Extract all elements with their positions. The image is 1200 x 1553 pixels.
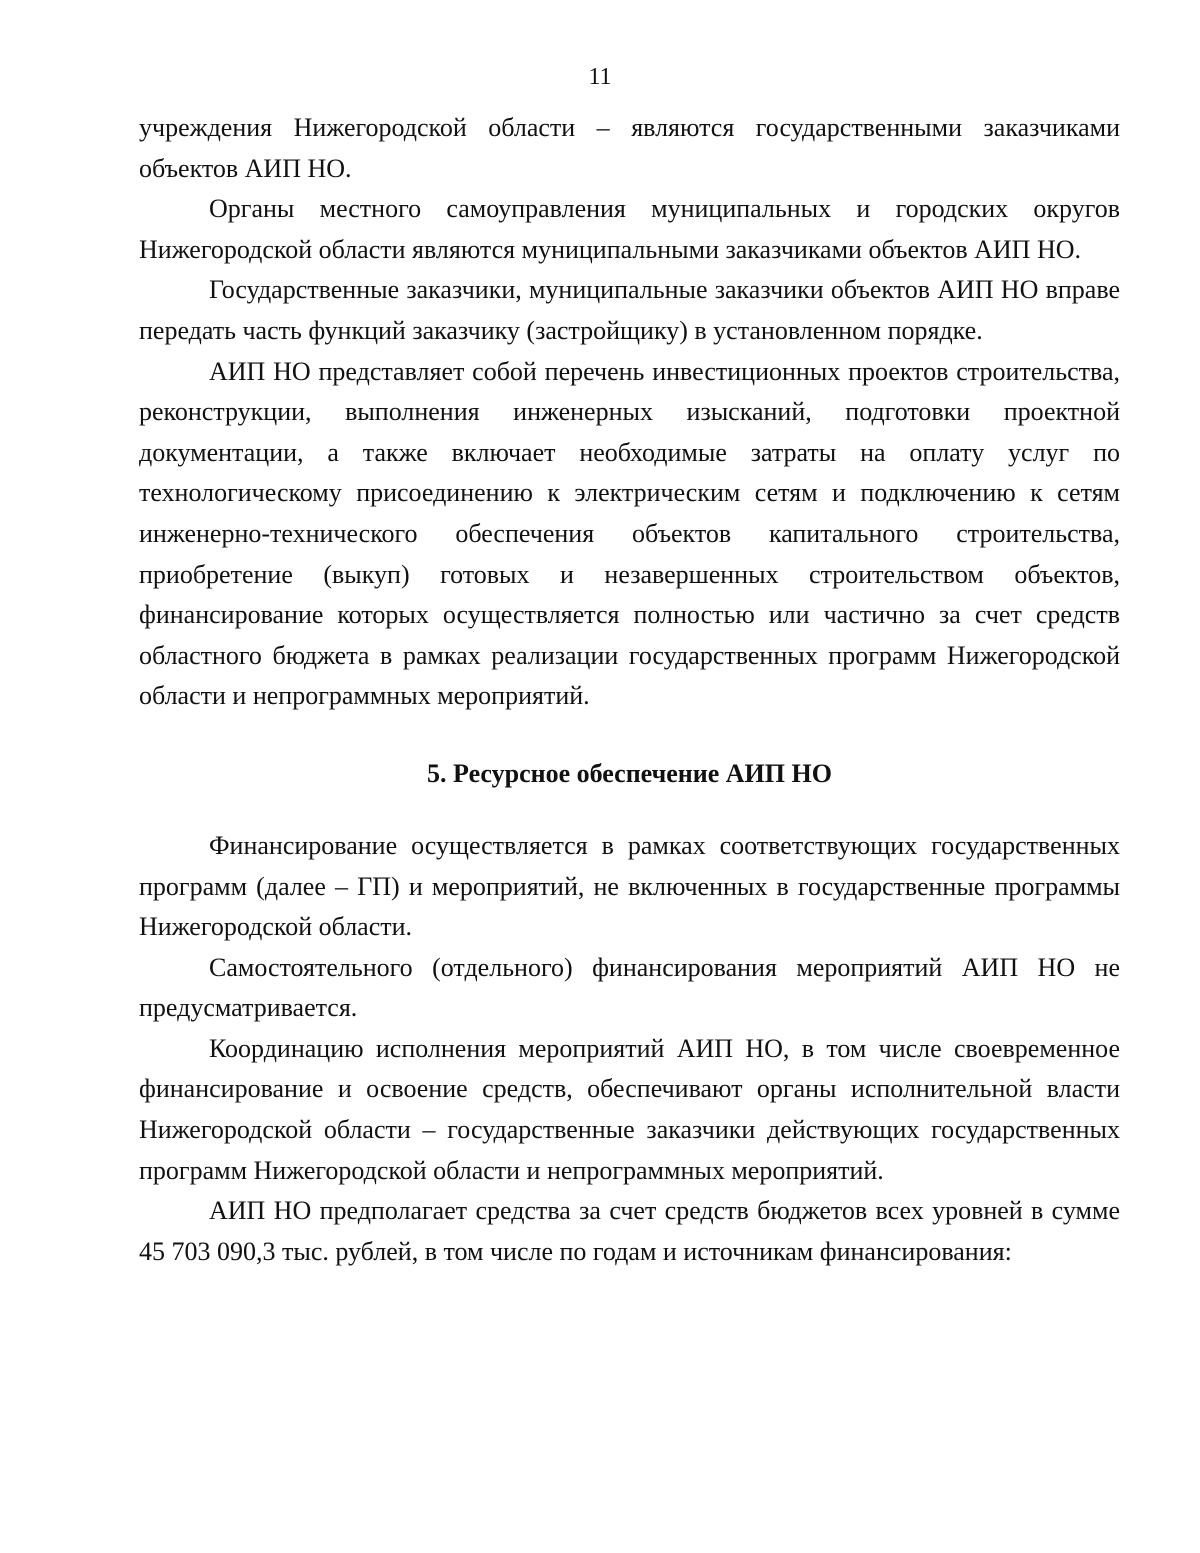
paragraph-total-amount: АИП НО предполагает средства за счет средств бюджетов всех уровней в сумме 45 703 090,3 тыс. рублей, в том числе по годам и источникам финансирования: xyxy=(139,1196,1120,1266)
document-body xyxy=(139,108,1120,1272)
paragraph-coordination: Координацию исполнения мероприятий АИП НО, в том числе своевременное финансирование и освоение средств, обеспечивают органы исполнительной власти Нижегородской области – государственные заказчики действующих государственных программ Нижегородской области и непрограммных мероприятий. xyxy=(139,1033,1120,1185)
paragraph-continuation: учреждения Нижегородской области – являются государственными заказчиками объектов АИП НО. xyxy=(139,113,1120,183)
paragraph-separate-financing: Самостоятельного (отдельного) финансирования мероприятий АИП НО не предусматривается. xyxy=(139,952,1120,1023)
page-number: 11 xyxy=(588,64,612,90)
paragraph-aip-definition: АИП НО представляет собой перечень инвестиционных проектов строительства, реконструкции, выполнения инженерных изысканий, подготовки проектной документации, а также включает необходимые затраты на оплату услуг по технологическому присоединению к электрическим сетям и подключению к сетям инженерно-технического обеспечения объектов капитального строительства, приобретение (выкуп) готовых и незавершенных строительством объектов, финансирование которых осуществляется полностью или частично за счет средств областного бюджета в рамках реализации государственных программ Нижегородской области и непрограммных мероприятий. xyxy=(139,356,1120,711)
paragraph-financing: Финансирование осуществляется в рамках соответствующих государственных программ (далее – ГП) и мероприятий, не включенных в государственные программы Нижегородской области. xyxy=(139,830,1120,942)
section-heading: 5. Ресурсное обеспечение АИП НО xyxy=(427,758,832,788)
paragraph-customers-functions: Государственные заказчики, муниципальные заказчики объектов АИП НО вправе передать часть функций заказчику (застройщику) в установленном порядке. xyxy=(139,275,1120,345)
paragraph-local-government: Органы местного самоуправления муниципальных и городских округов Нижегородской области являются муниципальными заказчиками объектов АИП НО. xyxy=(139,194,1120,264)
